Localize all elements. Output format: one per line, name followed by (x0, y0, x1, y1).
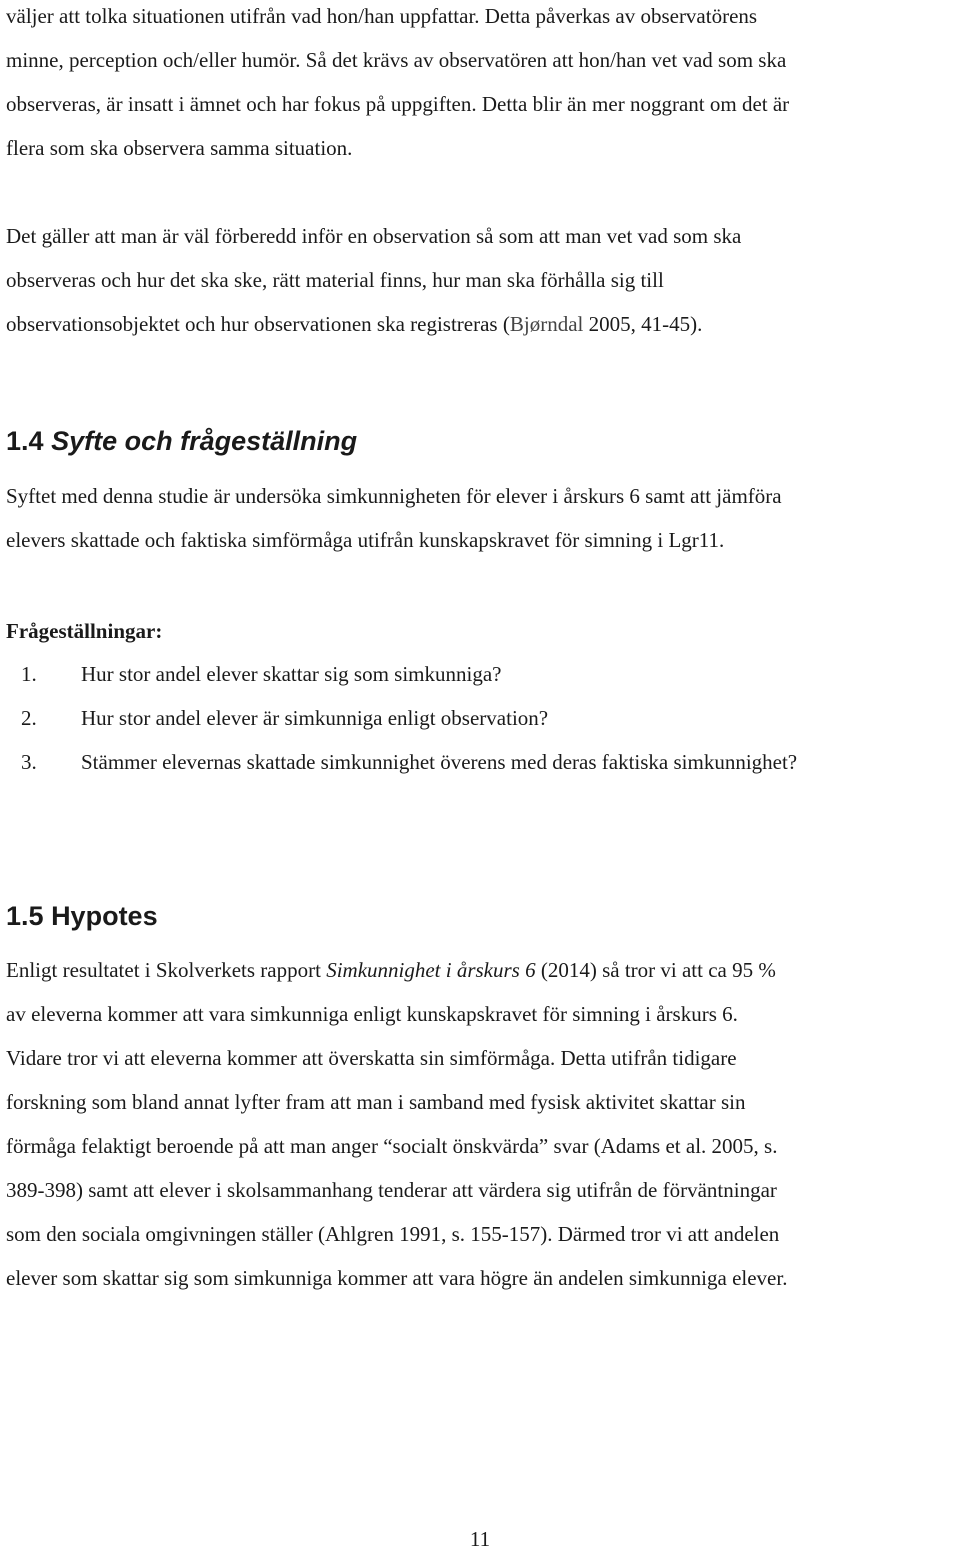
intro-line: flera som ska observera samma situation. (6, 136, 353, 160)
preparation-paragraph (6, 214, 956, 346)
question-number: 3. (21, 750, 37, 774)
hypothesis-line1-text: Enligt resultatet i Skolverkets rapport (6, 958, 327, 982)
purpose-paragraph (6, 474, 956, 562)
prep-line: Det gäller att man är väl förberedd inför en observation så som att man vet vad som ska (6, 224, 742, 248)
question-item (21, 652, 797, 696)
hypothesis-line: 389-398) samt att elever i skolsammanhang tenderar att värdera sig utifrån de förväntningar (6, 1178, 777, 1202)
report-title: Simkunnighet i årskurs 6 (326, 958, 536, 982)
questions-list (21, 652, 797, 784)
question-text: Stämmer elevernas skattade simkunnighet överens med deras faktiska simkunnighet? (81, 750, 798, 774)
purpose-line: Syftet med denna studie är undersöka simkunnigheten för elever i årskurs 6 samt att jämföra (6, 484, 782, 508)
question-number: 2. (21, 706, 37, 730)
section-heading-syfte (6, 424, 357, 458)
section-title: Syfte och frågeställning (51, 426, 358, 456)
purpose-line: elevers skattade och faktiska simförmåga utifrån kunskapskravet för simning i Lgr11. (6, 528, 725, 552)
hypothesis-line: forskning som bland annat lyfter fram att man i samband med fysisk aktivitet skattar sin (6, 1090, 746, 1114)
section-heading-hypotes (6, 899, 158, 933)
intro-paragraph (6, 0, 956, 170)
question-number: 1. (21, 662, 37, 686)
prep-line3-end: 2005, 41-45). (583, 312, 703, 336)
questions-heading: Frågeställningar: (6, 619, 163, 643)
prep-line3-text: observationsobjektet och hur observationen ska registreras ( (6, 312, 510, 336)
intro-line: minne, perception och/eller humör. Så det krävs av observatören att hon/han vet vad som ska (6, 48, 787, 72)
intro-line: observeras, är insatt i ämnet och har fokus på uppgiften. Detta blir än mer noggrant om det är (6, 92, 790, 116)
hypothesis-line: av eleverna kommer att vara simkunniga enligt kunskapskravet för simning i årskurs 6. (6, 1002, 738, 1026)
section-number: 1.5 (6, 901, 44, 931)
page-number: 11 (469, 1527, 491, 1551)
hypothesis-line1-end: (2014) så tror vi att ca 95 % (535, 958, 776, 982)
section-number: 1.4 (6, 426, 44, 456)
hypothesis-line (6, 948, 956, 992)
hypothesis-line: elever som skattar sig som simkunniga kommer att vara högre än andelen simkunniga elever. (6, 1266, 788, 1290)
intro-line: väljer att tolka situationen utifrån vad hon/han uppfattar. Detta påverkas av observatörens (6, 4, 758, 28)
question-item (21, 740, 797, 784)
question-text: Hur stor andel elever skattar sig som simkunniga? (81, 662, 502, 686)
section-title: Hypotes (51, 901, 158, 931)
question-text: Hur stor andel elever är simkunniga enligt observation? (81, 706, 549, 730)
hypothesis-line: förmåga felaktigt beroende på att man anger “socialt önskvärda” svar (Adams et al. 2005, s. (6, 1134, 778, 1158)
prep-line: observeras och hur det ska ske, rätt material finns, hur man ska förhålla sig till (6, 268, 664, 292)
question-item (21, 696, 797, 740)
hypothesis-line: som den sociala omgivningen ställer (Ahlgren 1991, s. 155-157). Därmed tror vi att andelen (6, 1222, 780, 1246)
hypothesis-paragraph (6, 948, 956, 1300)
prep-line (6, 302, 956, 346)
hypothesis-line: Vidare tror vi att eleverna kommer att överskatta sin simförmåga. Detta utifrån tidigare (6, 1046, 737, 1070)
citation-author: Bjørndal (509, 312, 584, 336)
